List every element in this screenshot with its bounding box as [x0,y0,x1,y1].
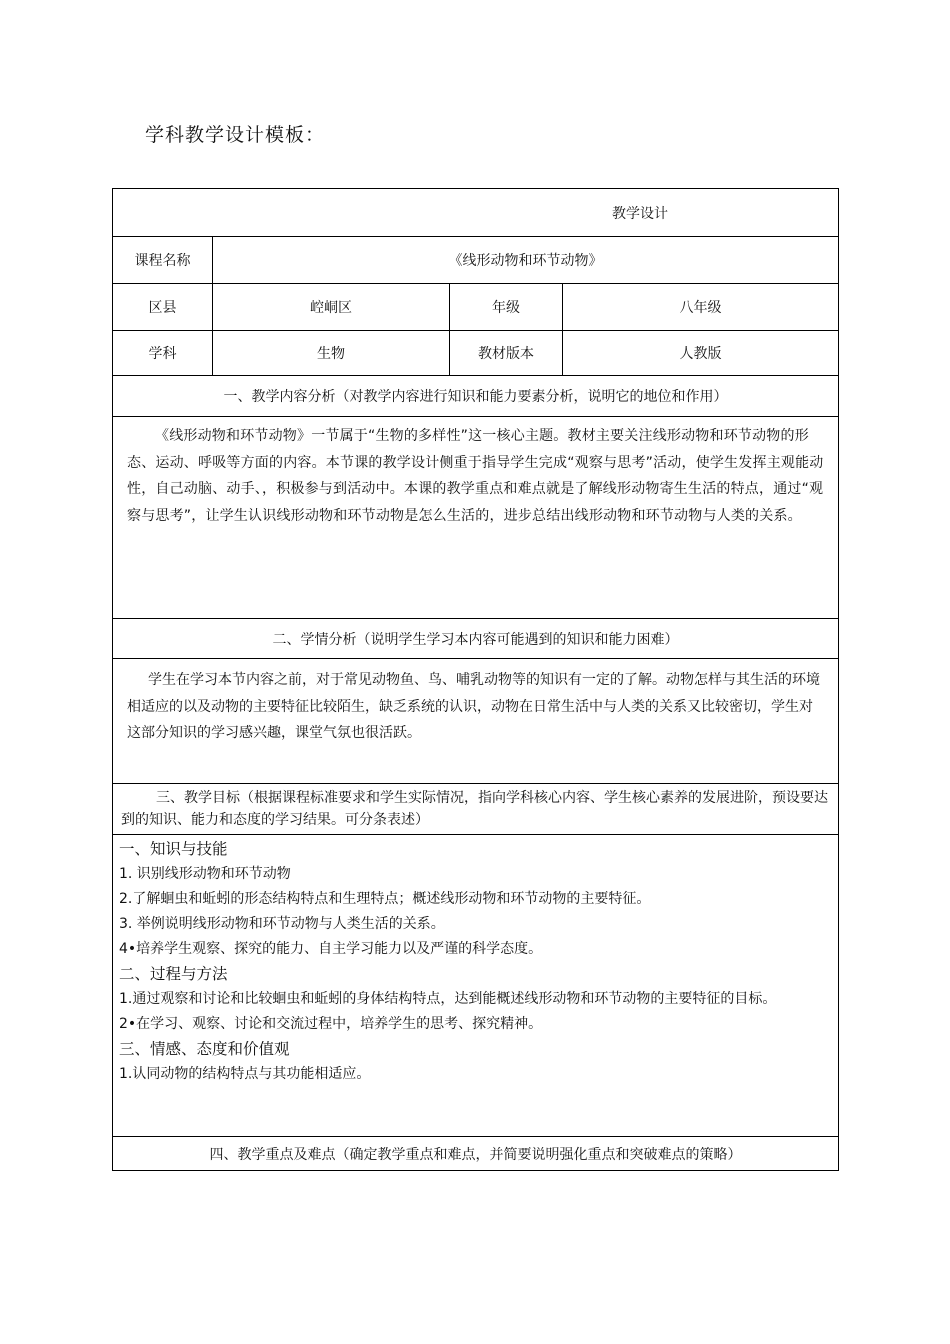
grade-label: 年级 [450,284,563,331]
table-header: 教学设计 [113,189,839,237]
objective-item: 2•在学习、观察、讨论和交流过程中，培养学生的思考、探究精神。 [119,1016,543,1032]
objectives-body [113,835,839,1137]
grade-value: 八年级 [563,284,839,331]
lesson-design-table [112,188,839,1171]
district-label: 区县 [113,284,213,331]
student-analysis-body: 学生在学习本节内容之前，对于常见动物鱼、鸟、哺乳动物等的知识有一定的了解。动物怎样与其生活的环境相适应的以及动物的主要特征比较陌生，缺乏系统的认识，动物在日常生活中与人类的关系又比较密切，学生对这部分知识的学习感兴趣，课堂气氛也很活跃。 [113,659,839,784]
content-analysis-heading: 一、教学内容分析（对教学内容进行知识和能力要素分析，说明它的地位和作用） [113,376,839,417]
objective-item: 4•培养学生观察、探究的能力、自主学习能力以及严谨的科学态度。 [119,941,543,957]
content-analysis-body: 《线形动物和环节动物》一节属于“生物的多样性”这一核心主题。教材主要关注线形动物和环节动物的形态、运动、呼吸等方面的内容。本节课的教学设计侧重于指导学生完成“观察与思考”活动，使学生发挥主观能动性，自己动脑、动手、，积极参与到活动中。本课的教学重点和难点就是了解线形动物寄生生活的特点，通过“观察与思考”，让学生认识线形动物和环节动物是怎么生活的，进步总结出线形动物和环节动物与人类的关系。 [113,417,839,619]
objectives-heading: 三、教学目标（根据课程标准要求和学生实际情况，指向学科核心内容、学生核心素养的发展进阶，预设要达到的知识、能力和态度的学习结果。可分条表述） [113,784,839,835]
course-name-value: 《线形动物和环节动物》 [213,237,839,284]
student-analysis-heading: 二、学情分析（说明学生学习本内容可能遇到的知识和能力困难） [113,619,839,659]
key-points-heading: 四、教学重点及难点（确定教学重点和难点，并简要说明强化重点和突破难点的策略） [113,1137,839,1171]
edition-label: 教材版本 [450,331,563,376]
objective-group-attitude: 三、情感、态度和价值观 [119,1040,290,1058]
objective-item: 1.通过观察和讨论和比较蛔虫和蚯蚓的身体结构特点，达到能概述线形动物和环节动物的主要特征的目标。 [119,991,777,1007]
course-name-label: 课程名称 [113,237,213,284]
document-title: 学科教学设计模板： [145,124,326,146]
objective-item: 2.了解蛔虫和蚯蚓的形态结构特点和生理特点；概述线形动物和环节动物的主要特征。 [119,891,651,907]
subject-value: 生物 [213,331,450,376]
objective-item: 3. 举例说明线形动物和环节动物与人类生活的关系。 [119,916,445,932]
district-value: 崆峒区 [213,284,450,331]
objective-item: 1. 识别线形动物和环节动物 [119,866,291,882]
subject-label: 学科 [113,331,213,376]
objective-group-process: 二、过程与方法 [119,965,228,983]
objective-group-knowledge: 一、知识与技能 [119,840,228,858]
objective-item: 1.认同动物的结构特点与其功能相适应。 [119,1066,371,1082]
edition-value: 人教版 [563,331,839,376]
